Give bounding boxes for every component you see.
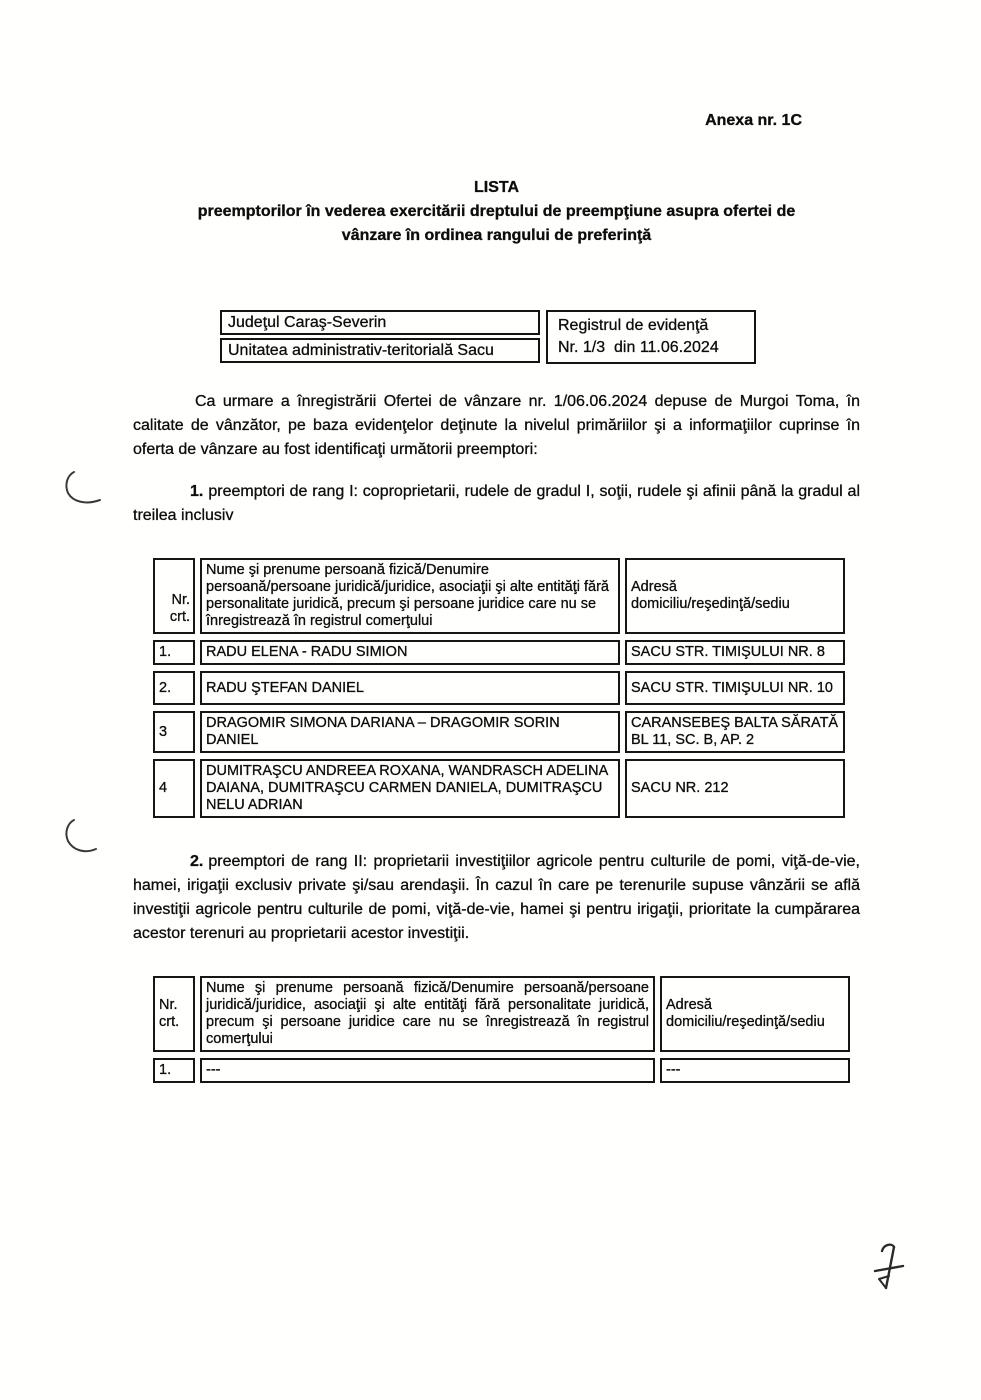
header-nr-crt: Nr. crt. [153,558,195,634]
row-address: CARANSEBEŞ BALTA SĂRATĂ BL 11, SC. B, AP. 2 [625,711,845,753]
rank1-heading [133,480,860,528]
document-title: LISTA [473,179,520,196]
rank2-table [148,970,855,1089]
document-subtitle-line1: preemptorilor în vederea exercitării dreptului de preempţiune asupra ofertei de [197,203,796,220]
row-name: RADU ŞTEFAN DANIEL [200,671,620,705]
row-address: SACU STR. TIMIŞULUI NR. 10 [625,671,845,705]
row-nr: 1. [153,1058,195,1083]
county-box: Judeţul Caraş-Severin [220,310,540,335]
row-nr: 1. [153,640,195,665]
rank1-table [148,552,850,824]
rank1-number: 1. [190,483,204,500]
rank2-number: 2. [190,853,204,870]
row-name: DUMITRAŞCU ANDREEA ROXANA, WANDRASCH ADELINA DAIANA, DUMITRAŞCU CARMEN DANIELA, DUMITRAŞCU NELU ADRIAN [200,759,620,818]
rank1-text: preemptori de rang I: coproprietarii, rudele de gradul I, soţii, rudele şi afinii până la gradul al treilea inclusiv [133,483,860,524]
document-title-block [133,176,860,248]
registry-box [546,310,756,364]
row-nr: 2. [153,671,195,705]
row-name: DRAGOMIR SIMONA DARIANA – DRAGOMIR SORIN DANIEL [200,711,620,753]
table-header-row [153,558,845,634]
header-name: Nume şi prenume persoană fizică/Denumire persoană/persoane juridică/juridice, asociaţii şi alte entităţi fără personalitate juridică, precum şi persoane juridice care nu se înregistrează în registrul comerţului [200,976,655,1052]
authority-boxes [220,310,540,363]
header-address: Adresă domiciliu/reşedinţă/sediu [660,976,850,1052]
table-header-row [153,976,850,1052]
row-name: --- [200,1058,655,1083]
document-subtitle-line2: vânzare în ordinea rangului de preferinţă [341,227,652,244]
table-row [153,759,845,818]
handwritten-margin-mark-icon [60,468,110,518]
row-address: SACU NR. 212 [625,759,845,818]
intro-paragraph: Ca urmare a înregistrării Ofertei de vânzare nr. 1/06.06.2024 depuse de Murgoi Toma, în calitate de vânzător, pe baza evidenţelor deţinute la nivelul primăriilor şi a informaţiilor cuprinse în oferta de vânzare au fost identificaţi următorii preemptori: [133,393,860,458]
table-row [153,640,845,665]
table-row [153,711,845,753]
annex-label: Anexa nr. 1C [705,112,802,129]
registry-title: Registrul de evidenţă [558,316,709,334]
table-row [153,1058,850,1083]
row-address: --- [660,1058,850,1083]
header-nr-crt: Nr. crt. [153,976,195,1052]
rank2-text: preemptori de rang II: proprietarii investiţiilor agricole pentru culturile de pomi, viţă-de-vie, hamei, irigaţii exclusiv private şi/sau arendaşii. În cazul în care pe terenurile supuse vânzării se află investiţii agricole pentru culturile de pomi, viţă-de-vie, hamei şi pentru irigaţii, prioritate la cumpărarea acestor terenuri au proprietarii acestor investiţii. [133,853,860,942]
handwritten-margin-mark-icon [60,816,110,866]
uat-box: Unitatea administrativ-teritorială Sacu [220,338,540,363]
rank2-paragraph [133,850,860,946]
table-row [153,671,845,705]
header-boxes [220,310,860,364]
row-address: SACU STR. TIMIŞULUI NR. 8 [625,640,845,665]
header-address: Adresă domiciliu/reşedinţă/sediu [625,558,845,634]
row-name: RADU ELENA - RADU SIMION [200,640,620,665]
registry-number: Nr. 1/3 din 11.06.2024 [558,338,719,356]
handwritten-page-number-icon [872,1240,908,1298]
row-nr: 4 [153,759,195,818]
header-name: Nume şi prenume persoană fizică/Denumire persoană/persoane juridică/juridice, asociaţii şi alte entităţi fără personalitate juridică, precum şi persoane juridice care nu se înregistrează în registrul comerţului [200,558,620,634]
row-nr: 3 [153,711,195,753]
